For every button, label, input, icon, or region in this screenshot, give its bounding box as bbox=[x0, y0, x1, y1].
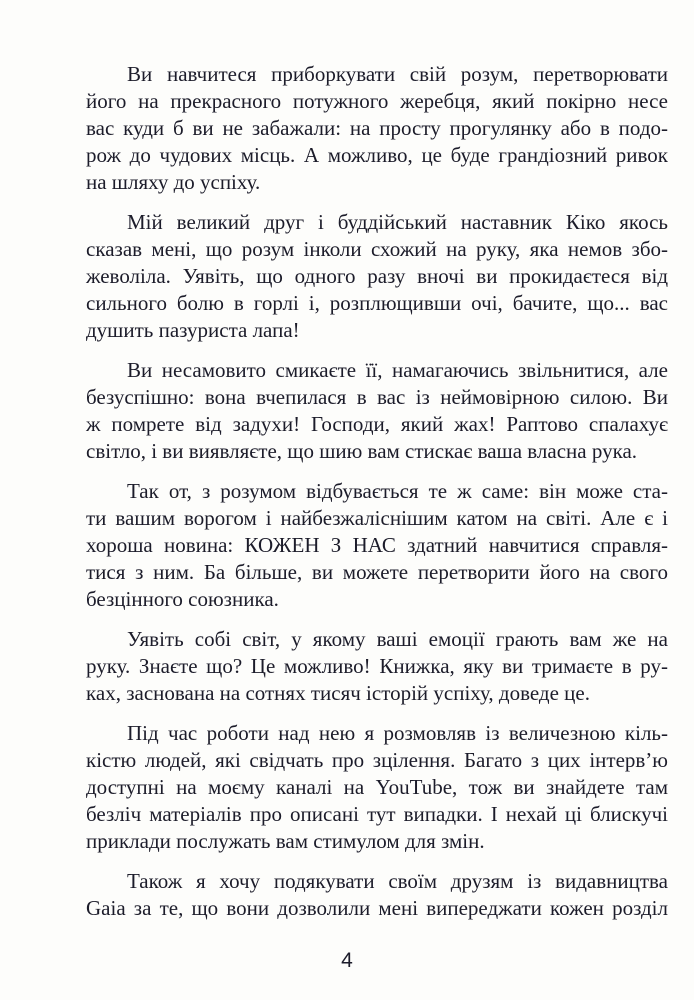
text-line: ж помрете від задухи! Господи, який жах! Раптово спалахує bbox=[86, 412, 668, 436]
text-line: Уявіть собі світ, у якому ваші емоції грають вам же на bbox=[127, 627, 668, 651]
text-line: його на прекрасного потужного жеребця, який покірно несе bbox=[86, 89, 668, 113]
text-line: сказав мені, що розум інколи схожий на руку, яка немов збо- bbox=[86, 237, 668, 261]
text-line: на шляху до успіху. bbox=[86, 170, 261, 194]
text-line: Мій великий друг і буддійський наставник Кіко якось bbox=[127, 210, 668, 234]
page-number: 4 bbox=[341, 949, 353, 972]
text-line: хороша новина: КОЖЕН З НАС здатний навчитися справля- bbox=[86, 533, 668, 557]
page-body bbox=[86, 61, 668, 935]
text-line: ках, заснована на сотнях тисяч історій успіху, доведе це. bbox=[86, 681, 590, 705]
text-line: жеволіла. Уявіть, що одного разу вночі ви прокидаєтеся від bbox=[86, 264, 668, 288]
paragraph bbox=[86, 626, 668, 707]
paragraph bbox=[86, 720, 668, 855]
paragraph bbox=[86, 478, 668, 613]
text-line: душить пазуриста лапа! bbox=[86, 318, 300, 342]
text-line: безцінного союзника. bbox=[86, 587, 279, 611]
text-line: Під час роботи над нею я розмовляв із величезною кіль- bbox=[127, 721, 668, 745]
text-line: безуспішно: вона вчепилася в вас із неймовірною силою. Ви bbox=[86, 385, 668, 409]
text-line: вас куди б ви не забажали: на просту прогулянку або в подо- bbox=[86, 116, 668, 140]
text-line: світло, і ви виявляєте, що шию вам стискає ваша власна рука. bbox=[86, 439, 638, 463]
text-line: ти вашим ворогом і найбезжаліснішим катом на світі. Але є і bbox=[86, 506, 668, 530]
text-line: Ви несамовито смикаєте її, намагаючись звільнитися, але bbox=[127, 358, 668, 382]
paragraph bbox=[86, 357, 668, 465]
paragraph bbox=[86, 209, 668, 344]
paragraph bbox=[86, 61, 668, 196]
text-line: приклади послужать вам стимулом для змін. bbox=[86, 829, 485, 853]
text-line: кістю людей, які свідчать про зцілення. Багато з цих інтерв’ю bbox=[86, 748, 668, 772]
text-line: Ви навчитеся приборкувати свій розум, перетворювати bbox=[127, 62, 668, 86]
paragraph bbox=[86, 868, 668, 922]
text-line: сильного болю в горлі і, розплющивши очі, бачите, що... вас bbox=[86, 291, 668, 315]
text-line: Gaia за те, що вони дозволили мені випереджати кожен розділ bbox=[86, 896, 668, 920]
text-line: тися з ним. Ба більше, ви можете перетворити його на свого bbox=[86, 560, 668, 584]
text-line: безліч матеріалів про описані тут випадки. І нехай ці блискучі bbox=[86, 802, 668, 826]
text-line: руку. Знаєте що? Це можливо! Книжка, яку ви тримаєте в ру- bbox=[86, 654, 668, 678]
text-line: доступні на моєму каналі на YouTube, тож ви знайдете там bbox=[86, 775, 668, 799]
text-line: Так от, з розумом відбувається те ж саме: він може ста- bbox=[127, 479, 668, 503]
text-line: рож до чудових місць. А можливо, це буде грандіозний ривок bbox=[86, 143, 668, 167]
text-line: Також я хочу подякувати своїм друзям із видавництва bbox=[127, 869, 668, 893]
